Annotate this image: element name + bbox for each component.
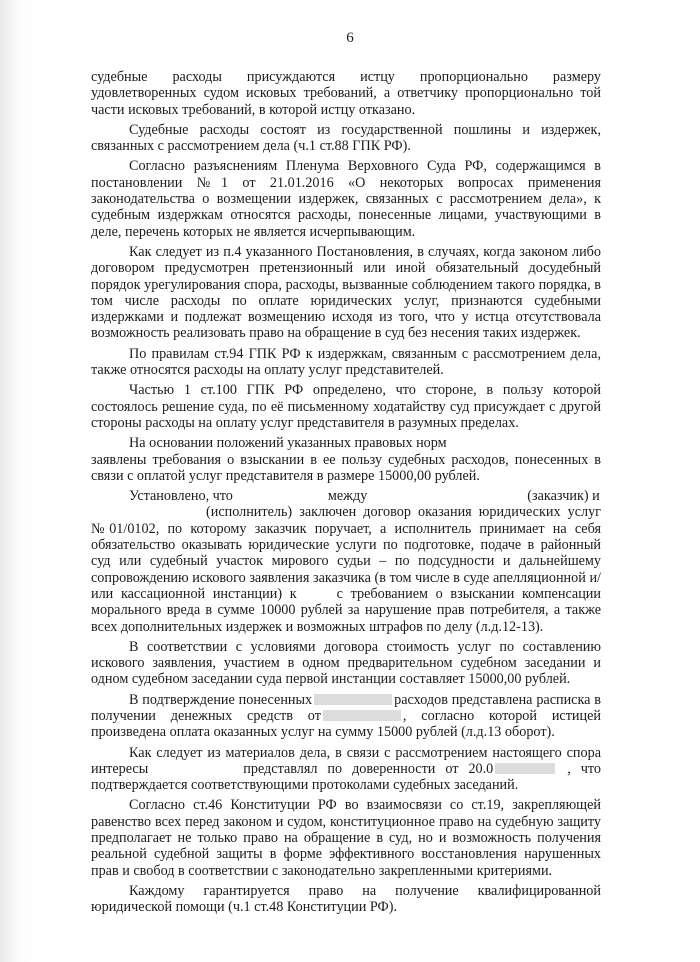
text-fragment: Установлено, что — [129, 488, 233, 505]
paragraph: В соответствии с условиями договора стоимость услуг по составлению искового заявления, участием в одном предварительном судебном заседании и одном судебном заседании суда первой инстанции составляет 15000,00 рублей. — [91, 638, 601, 688]
text-fragment: с требованием о взыскании компенсации морального вреда в сумме 10000 рублей за нарушение прав потребителя, а также всех дополнительных издержек и возможных штрафов по делу (л.д.12-13). — [91, 585, 601, 635]
paragraph: По правилам ст.94 ГПК РФ к издержкам, связанным с рассмотрением дела, также относятся расходы на оплату услуг представителей. — [91, 345, 601, 379]
text-fragment: между — [327, 488, 368, 505]
paragraph: Согласно разъяснениям Пленума Верховного Суда РФ, содержащимся в постановлении №1 от 21.01.2016 «О некоторых вопросах применения законодательства о возмещении издержек, связанных с рассмотрением дела», к судебным издержкам относятся расходы, понесенные лицами, участвующими в деле, перечень которых не является исчерпывающим. — [91, 158, 601, 240]
paragraph: Частью 1 ст.100 ГПК РФ определено, что стороне, в пользу которой состоялось решение суда, по её письменному ходатайству суд присуждает с другой стороны расходы на оплату услуг представителя в разумных пределах. — [91, 382, 601, 431]
paragraph — [91, 692, 601, 741]
paragraph — [91, 488, 601, 504]
page-number: 6 — [346, 30, 354, 46]
paragraph: Согласно ст.46 Конституции РФ во взаимосвязи со ст.19, закрепляющей равенство всех перед законом и судом, конституционное право на судебную защиту предполагает не только право на обращение в суд, но и возможность получения реальной судебной защиты в форме эффективного восстановления нарушенных прав и свобод в соответствии с законодательно закрепленными критериями. — [91, 797, 601, 879]
paragraph: заявлены требования о взыскании в ее пользу судебных расходов, понесенных в связи с оплатой услуг представителя в размере 15000,00 рублей. — [91, 451, 601, 484]
redaction — [495, 763, 555, 774]
text-fragment: представлял по доверенности от 20.0 — [243, 760, 494, 777]
text-fragment: расходов представлена расписка в получении денежных средств от — [91, 691, 601, 724]
text-fragment: , что подтверждается соответствующими протоколами судебных заседаний. — [91, 760, 602, 794]
redaction — [314, 694, 392, 705]
text-fragment: В подтверждение понесенных — [129, 691, 313, 708]
paragraph: судебные расходы присуждаются истцу пропорционально размеру удовлетворенных судом исковых требований, а ответчику пропорционально той части исковых требований, в которой истцу отказано. — [91, 69, 601, 118]
text-fragment: , согласно которой истицей произведена оплата оказанных услуг на сумму 15000 рублей (л.д.13 оборот). — [91, 707, 601, 741]
paragraph — [91, 504, 601, 634]
paragraph — [91, 435, 601, 451]
text-fragment: (исполнитель) заключен договор оказания юридических услуг №01/0102, по которому заказчик поручает, а исполнитель принимает на себя обязательство оказывать юридические услуги по подготовке, подаче в районный суд или судебный участок мирового судьи – по подсудности и дальнейшему сопровождению искового заявления заказчика (в том числе в суде апелляционной и/или кассационной инстанции) к — [91, 504, 601, 602]
paragraph: Каждому гарантируется право на получение квалифицированной юридической помощи (ч.1 ст.48 Конституции РФ). — [91, 882, 601, 916]
text-fragment: (заказчик) и — [527, 488, 600, 505]
text-fragment: Как следует из материалов дела, в связи с рассмотрением настоящего спора интересы — [91, 744, 601, 777]
document-body — [91, 69, 601, 920]
text-fragment: На основании положений указанных правовых норм — [129, 435, 447, 452]
paragraph: Судебные расходы состоят из государственной пошлины и издержек, связанных с рассмотрением дела (ч.1 ст.88 ГПК РФ). — [91, 121, 601, 155]
paragraph: Как следует из п.4 указанного Постановления, в случаях, когда законом либо договором предусмотрен претензионный или иной обязательный досудебный порядок урегулирования спора, расходы, вызванные соблюдением такого порядка, в том числе расходы по оплате юридических услуг, признаются судебными издержками и подлежат возмещению исходя из того, что у истца отсутствовала возможность реализовать право на обращение в суд без несения таких издержек. — [91, 243, 601, 342]
redaction — [323, 710, 401, 721]
paragraph — [91, 745, 601, 794]
